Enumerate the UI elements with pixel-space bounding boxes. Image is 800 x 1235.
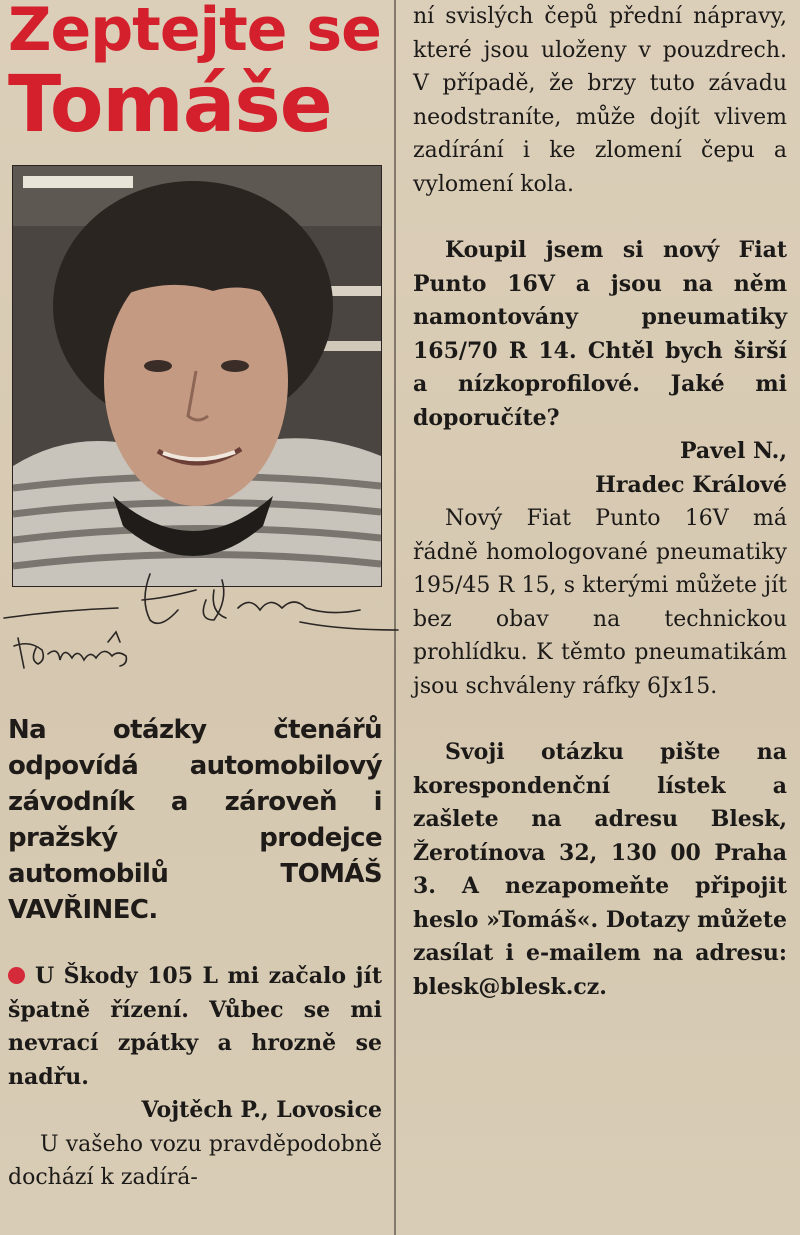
title-line-1: Zeptejte se: [8, 0, 381, 65]
question-1: [8, 960, 382, 1094]
footer-instructions: Svoji otázku pište na korespondenční lístek a zašlete na adresu Blesk, Žerotínova 32, 130 00 Praha 3. A nezapomeňte připojit heslo »Tomáš«. Dotazy můžete zasílat i e-mailem na adresu: blesk@blesk.cz.: [413, 739, 787, 1000]
answer-1-part-2: ní svislých čepů přední nápravy, které jsou uloženy v pouzdrech. V případě, že brzy tuto závadu neodstraníte, může dojít vlivem zadírání i ke zlomení čepu a vylomení kola.: [413, 4, 787, 197]
question-2-author-name: Pavel N.,: [679, 438, 787, 464]
right-column-text: [413, 0, 787, 1004]
answer-2: Nový Fiat Punto 16V má řádně homologované pneumatiky 195/45 R 15, s kterými můžete jít bez obav na technickou prohlídku. K těmto pneumatikám jsou schváleny ráfky 6Jx15.: [413, 506, 787, 699]
red-bullet-icon: [8, 967, 25, 984]
question-2-author-city: Hradec Králové: [595, 471, 787, 498]
question-1-text: U Škody 105 L mi začalo jít špatně řízení. Vůbec se mi nevrací zpátky a hrozně se nadřu.: [8, 963, 382, 1090]
question-1-author: Vojtěch P., Lovosice: [141, 1097, 382, 1123]
title-line-2: Tomáše: [8, 60, 332, 150]
left-column-text: [8, 960, 382, 1195]
autograph-signature: [0, 560, 400, 690]
intro-text: Na otázky čtenářů odpovídá automobilový závodník a zároveň i pražský prodejce automobilů TOMÁŠ VAVŘINEC.: [8, 715, 382, 925]
question-2: Koupil jsem si nový Fiat Punto 16V a jsou na něm namontovány pneumatiky 165/70 R 14. Chtěl bych širší a nízkoprofilové. Jaké mi doporučíte?: [413, 237, 787, 431]
portrait-illustration: [13, 166, 381, 586]
portrait-photo: [12, 165, 382, 587]
column-title: [8, 0, 388, 150]
answer-1-part-1: U vašeho vozu pravděpodobně dochází k zadírá-: [8, 1131, 382, 1190]
